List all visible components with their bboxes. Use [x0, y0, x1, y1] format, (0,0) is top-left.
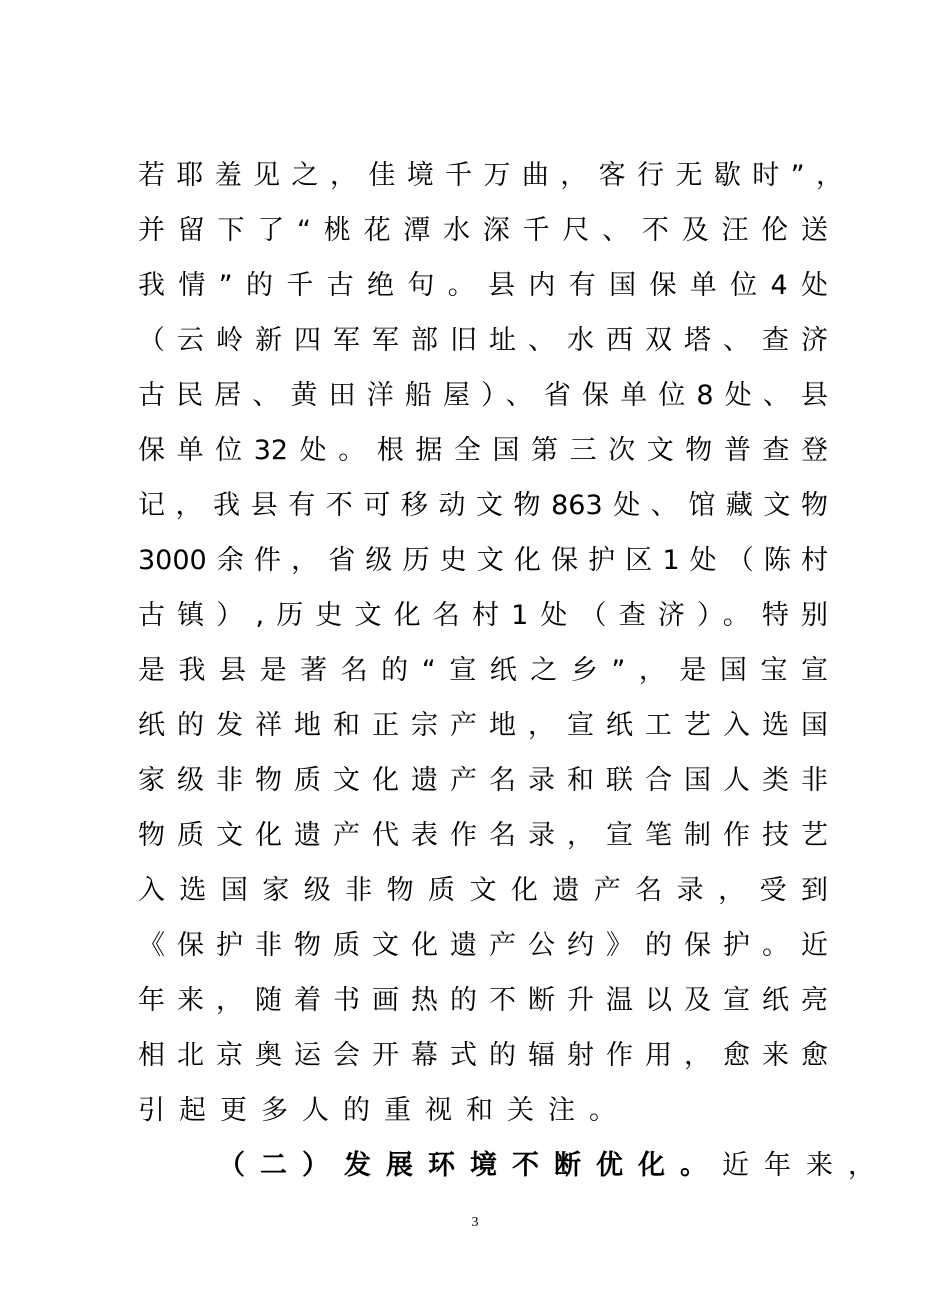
text-line: 若耶羞见之，佳境千万曲，客行无歇时”，	[138, 160, 843, 191]
text-line: 年来，随着书画热的不断升温以及宣纸亮	[138, 985, 828, 1016]
text-line: 古民居、黄田洋船屋）、省保单位8处、县	[138, 380, 828, 411]
text-line: 是我县是著名的“宣纸之乡”，是国宝宣	[138, 655, 828, 686]
section-heading: （二）发展环境不断优化。	[218, 1150, 722, 1181]
text-line: 《保护非物质文化遗产公约》的保护。近	[138, 930, 828, 961]
text-line: 相北京奥运会开幕式的辐射作用，愈来愈	[138, 1040, 828, 1071]
text-line: 引起更多人的重视和关注。	[138, 1095, 630, 1126]
text-line: 家级非物质文化遗产名录和联合国人类非	[138, 765, 828, 796]
section-heading-line	[138, 1138, 890, 1193]
text-line: 保单位32处。根据全国第三次文物普查登	[138, 435, 828, 466]
text-line: 并留下了“桃花潭水深千尺、不及汪伦送	[138, 215, 828, 246]
text-line: 物质文化遗产代表作名录，宣笔制作技艺	[138, 820, 828, 851]
body-text	[138, 148, 890, 1193]
section-heading-continuation: 近年来，	[722, 1150, 890, 1181]
text-line: 纸的发祥地和正宗产地，宣纸工艺入选国	[138, 710, 828, 741]
text-line: （云岭新四军军部旧址、水西双塔、查济	[138, 325, 828, 356]
text-line: 我情”的千古绝句。县内有国保单位4处	[138, 270, 828, 301]
text-line: 古镇）,历史文化名村1处（查济）。特别	[138, 600, 828, 631]
text-line: 入选国家级非物质文化遗产名录，受到	[138, 875, 828, 906]
page-number: 3	[471, 1215, 479, 1230]
text-line: 3000余件，省级历史文化保护区1处（陈村	[138, 545, 828, 576]
text-line: 记，我县有不可移动文物863处、馆藏文物	[138, 490, 828, 521]
